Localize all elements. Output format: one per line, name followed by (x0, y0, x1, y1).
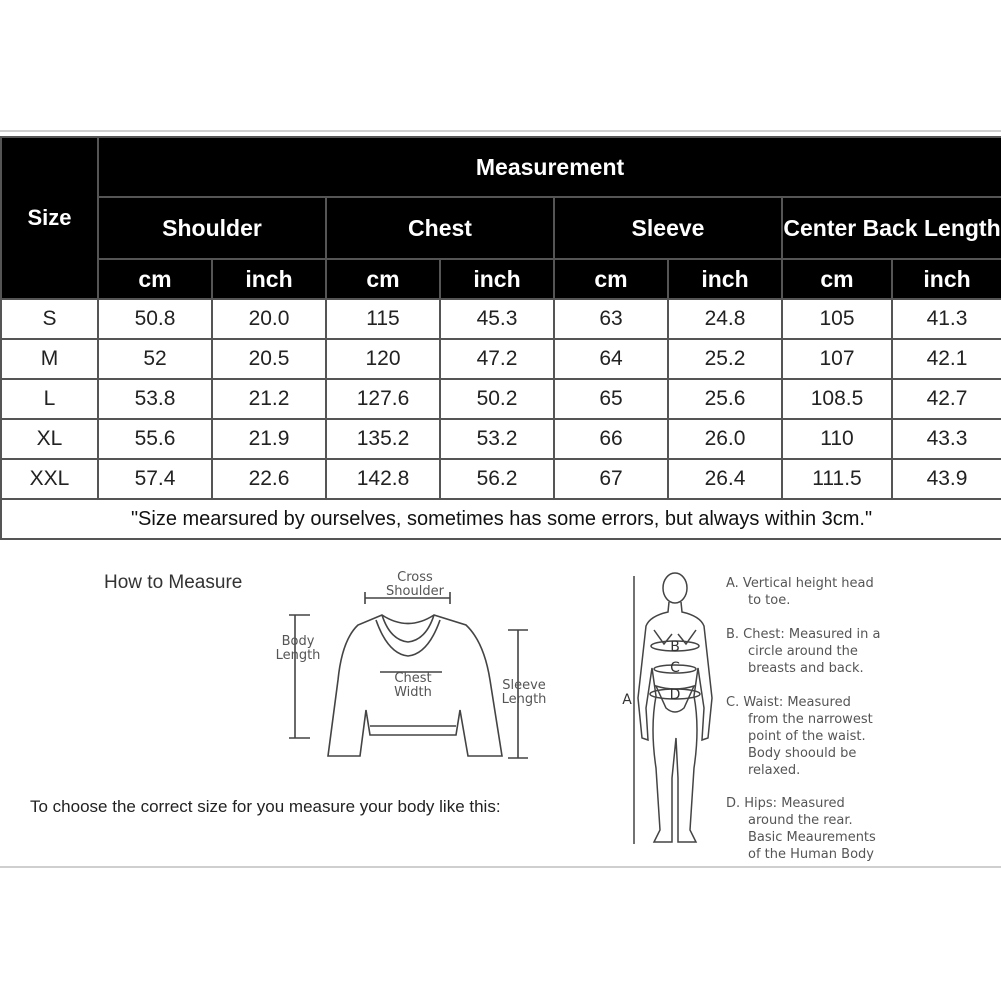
unit-header: inch (440, 259, 554, 299)
table-cell: 50.8 (98, 299, 212, 339)
legend-text: to toe. (748, 593, 791, 608)
sweater-diagram (270, 570, 550, 770)
legend-text: Body shoould be (748, 746, 857, 761)
table-cell: 57.4 (98, 459, 212, 499)
table-cell: 66 (554, 419, 668, 459)
legend-text: Basic Meaurements (748, 830, 876, 845)
size-label: S (1, 299, 98, 339)
table-cell: 20.0 (212, 299, 326, 339)
table-cell: 55.6 (98, 419, 212, 459)
table-cell: 67 (554, 459, 668, 499)
chest-header: Chest (326, 197, 554, 259)
legend-text: of the Human Body (748, 847, 874, 862)
table-cell: 105 (782, 299, 892, 339)
legend-text: B. Chest: Measured in a (726, 627, 881, 642)
table-cell: 45.3 (440, 299, 554, 339)
table-cell: 42.7 (892, 379, 1001, 419)
legend-b (726, 626, 880, 677)
measurement-header: Measurement (98, 137, 1001, 197)
figure-letter-c: C (670, 660, 680, 676)
table-cell: 142.8 (326, 459, 440, 499)
unit-header: cm (98, 259, 212, 299)
bottom-divider (0, 866, 1001, 868)
unit-header: inch (892, 259, 1001, 299)
table-cell: 64 (554, 339, 668, 379)
table-cell: 65 (554, 379, 668, 419)
measure-instruction: To choose the correct size for you measure your body like this: (30, 797, 501, 816)
figure-letter-a: A (622, 692, 632, 708)
legend-text: breasts and back. (748, 661, 864, 676)
legend-text: A. Vertical height head (726, 576, 874, 591)
cross-shoulder-label: Cross Shoulder (386, 570, 444, 599)
table-row (1, 339, 1001, 379)
legend-text: circle around the (748, 644, 858, 659)
table-cell: 63 (554, 299, 668, 339)
figure-letter-b: B (670, 639, 680, 655)
sleeve-length-label: Sleeve Length (501, 678, 547, 707)
unit-header: cm (554, 259, 668, 299)
legend-a (726, 575, 874, 609)
table-cell: 56.2 (440, 459, 554, 499)
table-cell: 43.9 (892, 459, 1001, 499)
how-to-measure-title: How to Measure (104, 572, 243, 593)
legend-text: around the rear. (748, 813, 853, 828)
shoulder-header: Shoulder (98, 197, 326, 259)
table-cell: 52 (98, 339, 212, 379)
unit-header: cm (326, 259, 440, 299)
table-cell: 25.2 (668, 339, 782, 379)
table-row (1, 459, 1001, 499)
unit-header: cm (782, 259, 892, 299)
table-cell: 127.6 (326, 379, 440, 419)
size-label: XL (1, 419, 98, 459)
table-row (1, 299, 1001, 339)
unit-header: inch (668, 259, 782, 299)
table-cell: 110 (782, 419, 892, 459)
size-label: XXL (1, 459, 98, 499)
table-cell: 21.2 (212, 379, 326, 419)
table-cell: 115 (326, 299, 440, 339)
body-figure (620, 568, 720, 852)
sleeve-header: Sleeve (554, 197, 782, 259)
size-label: L (1, 379, 98, 419)
table-cell: 22.6 (212, 459, 326, 499)
table-cell: 120 (326, 339, 440, 379)
table-row (1, 379, 1001, 419)
table-cell: 24.8 (668, 299, 782, 339)
table-cell: 53.8 (98, 379, 212, 419)
legend-text: from the narrowest (748, 712, 873, 727)
chest-width-label: Chest Width (394, 671, 432, 700)
center-back-length-header: Center Back Length (782, 197, 1001, 259)
legend-d (726, 795, 876, 863)
legend-text: point of the waist. (748, 729, 866, 744)
size-note: "Size mearsured by ourselves, sometimes has some errors, but always within 3cm." (1, 499, 1001, 539)
size-column-header: Size (1, 137, 98, 299)
table-cell: 26.0 (668, 419, 782, 459)
table-cell: 107 (782, 339, 892, 379)
body-length-label: Body Length (275, 634, 321, 663)
figure-letter-d: D (669, 687, 681, 703)
table-cell: 53.2 (440, 419, 554, 459)
table-cell: 47.2 (440, 339, 554, 379)
legend-c (726, 694, 873, 779)
table-row (1, 419, 1001, 459)
table-cell: 21.9 (212, 419, 326, 459)
table-cell: 20.5 (212, 339, 326, 379)
table-cell: 43.3 (892, 419, 1001, 459)
table-cell: 26.4 (668, 459, 782, 499)
table-cell: 42.1 (892, 339, 1001, 379)
top-divider (0, 130, 1001, 132)
table-cell: 135.2 (326, 419, 440, 459)
legend-text: D. Hips: Measured (726, 796, 845, 811)
legend-text: C. Waist: Measured (726, 695, 851, 710)
unit-header: inch (212, 259, 326, 299)
legend-text: relaxed. (748, 763, 801, 778)
table-cell: 50.2 (440, 379, 554, 419)
table-cell: 111.5 (782, 459, 892, 499)
size-label: M (1, 339, 98, 379)
table-cell: 108.5 (782, 379, 892, 419)
table-cell: 41.3 (892, 299, 1001, 339)
table-cell: 25.6 (668, 379, 782, 419)
size-chart-table (0, 136, 1001, 540)
